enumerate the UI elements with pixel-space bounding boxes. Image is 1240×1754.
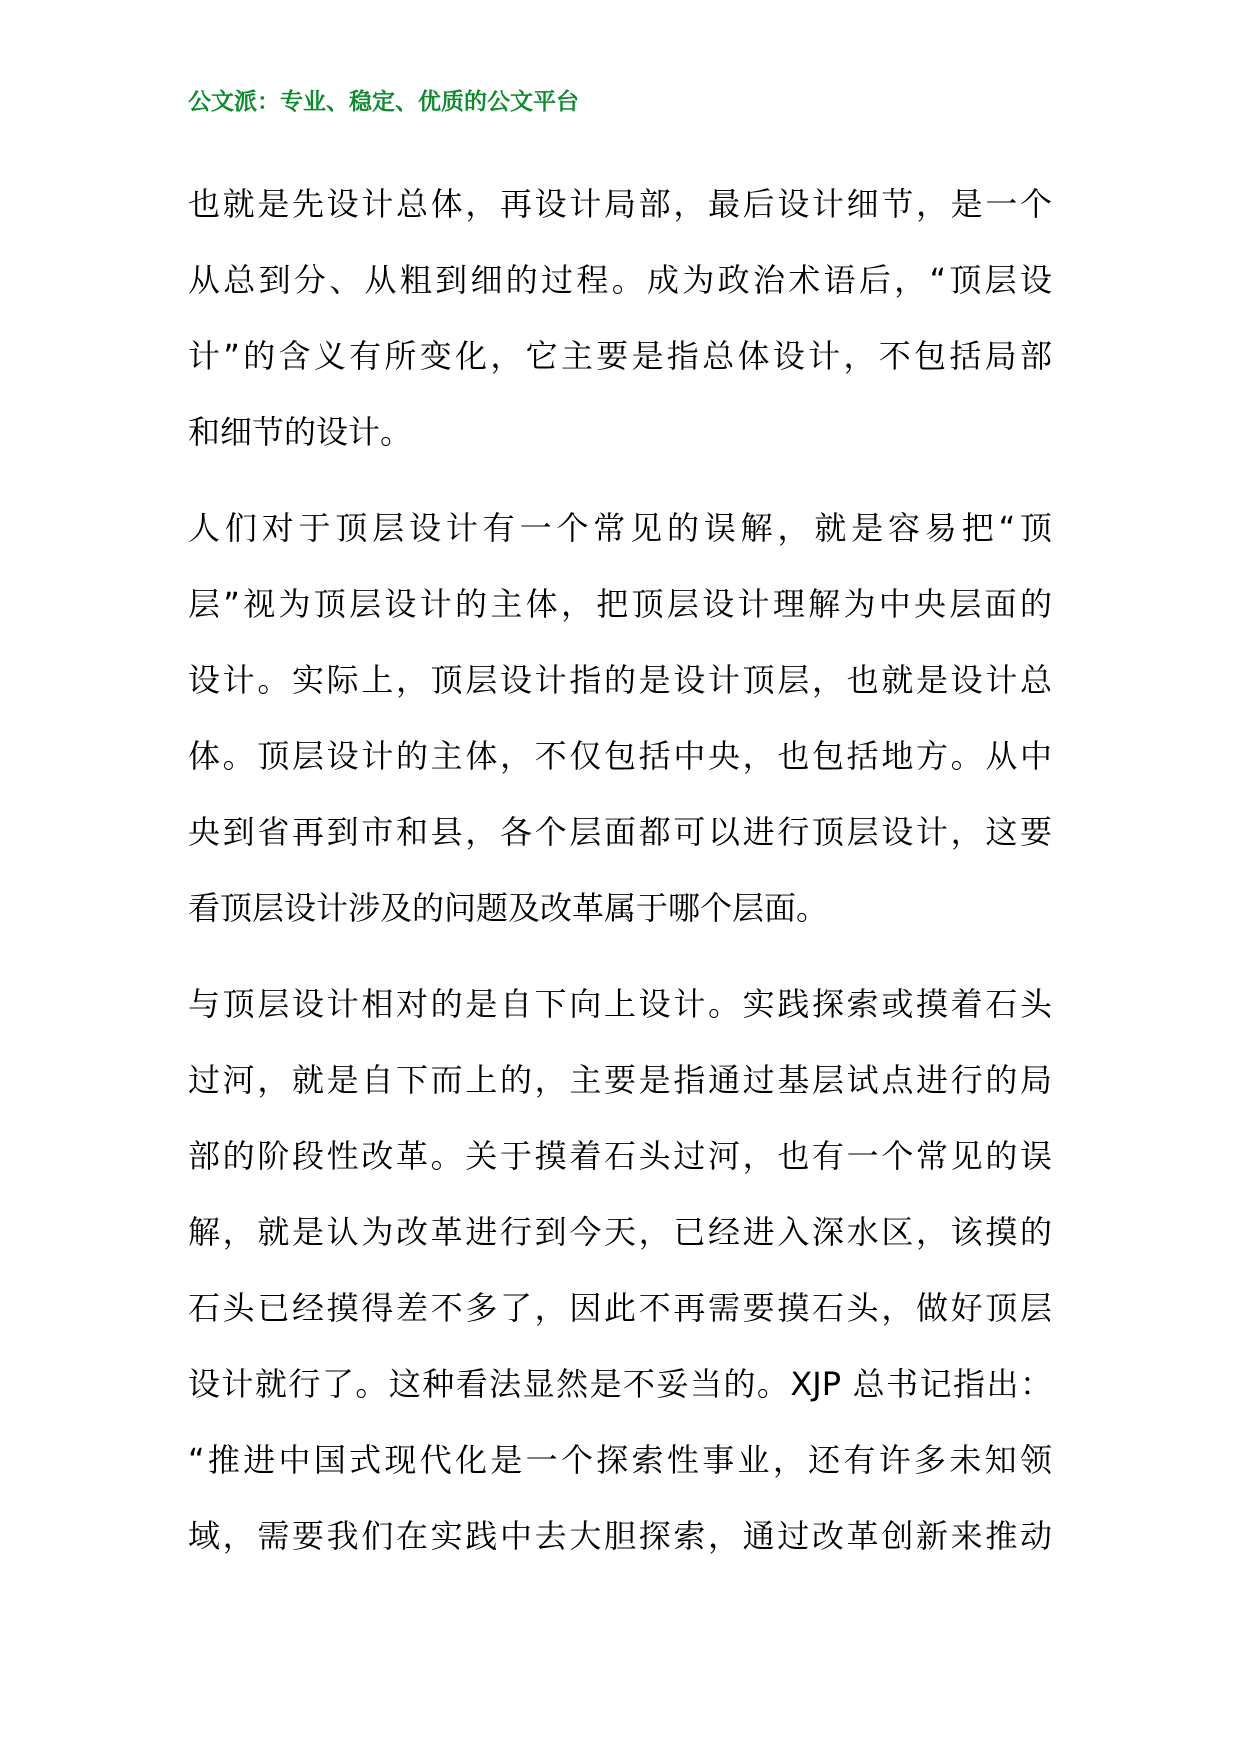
text-line: 人们对于顶层设计有一个常见的误解，就是容易把“顶 (188, 509, 1052, 547)
text-line: 也就是先设计总体，再设计局部，最后设计细节，是一个 (188, 185, 1052, 223)
text-line: 石头已经摸得差不多了，因此不再需要摸石头，做好顶层 (188, 1289, 1052, 1327)
text-line: 看顶层设计涉及的问题及改革属于哪个层面。 (188, 889, 829, 927)
paragraph (188, 490, 1052, 946)
text-line: 计”的含义有所变化，它主要是指总体设计，不包括局部 (188, 337, 1052, 375)
text-line: 部的阶段性改革。关于摸着石头过河，也有一个常见的误 (188, 1137, 1052, 1175)
text-line: 从总到分、从粗到细的过程。成为政治术语后，“顶层设 (188, 261, 1052, 299)
text-line: 层”视为顶层设计的主体，把顶层设计理解为中央层面的 (188, 585, 1052, 623)
paragraph (188, 166, 1052, 470)
site-header: 公文派：专业、稳定、优质的公文平台 (188, 89, 579, 115)
paragraph (188, 966, 1052, 1574)
text-line: 域，需要我们在实践中去大胆探索，通过改革创新来推动 (188, 1517, 1052, 1555)
text-line: 与顶层设计相对的是自下向上设计。实践探索或摸着石头 (188, 985, 1052, 1023)
body-text (188, 166, 1052, 1594)
text-line: 设计。实际上，顶层设计指的是设计顶层，也就是设计总 (188, 661, 1052, 699)
text-line: 过河，就是自下而上的，主要是指通过基层试点进行的局 (188, 1061, 1052, 1099)
text-line: 设计就行了。这种看法显然是不妥当的。XJP 总书记指出： (188, 1365, 1052, 1403)
text-line: “推进中国式现代化是一个探索性事业，还有许多未知领 (188, 1441, 1052, 1479)
text-line: 央到省再到市和县，各个层面都可以进行顶层设计，这要 (188, 813, 1052, 851)
text-line: 解，就是认为改革进行到今天，已经进入深水区，该摸的 (188, 1213, 1052, 1251)
text-line: 体。顶层设计的主体，不仅包括中央，也包括地方。从中 (188, 737, 1052, 775)
text-line: 和细节的设计。 (188, 413, 413, 451)
